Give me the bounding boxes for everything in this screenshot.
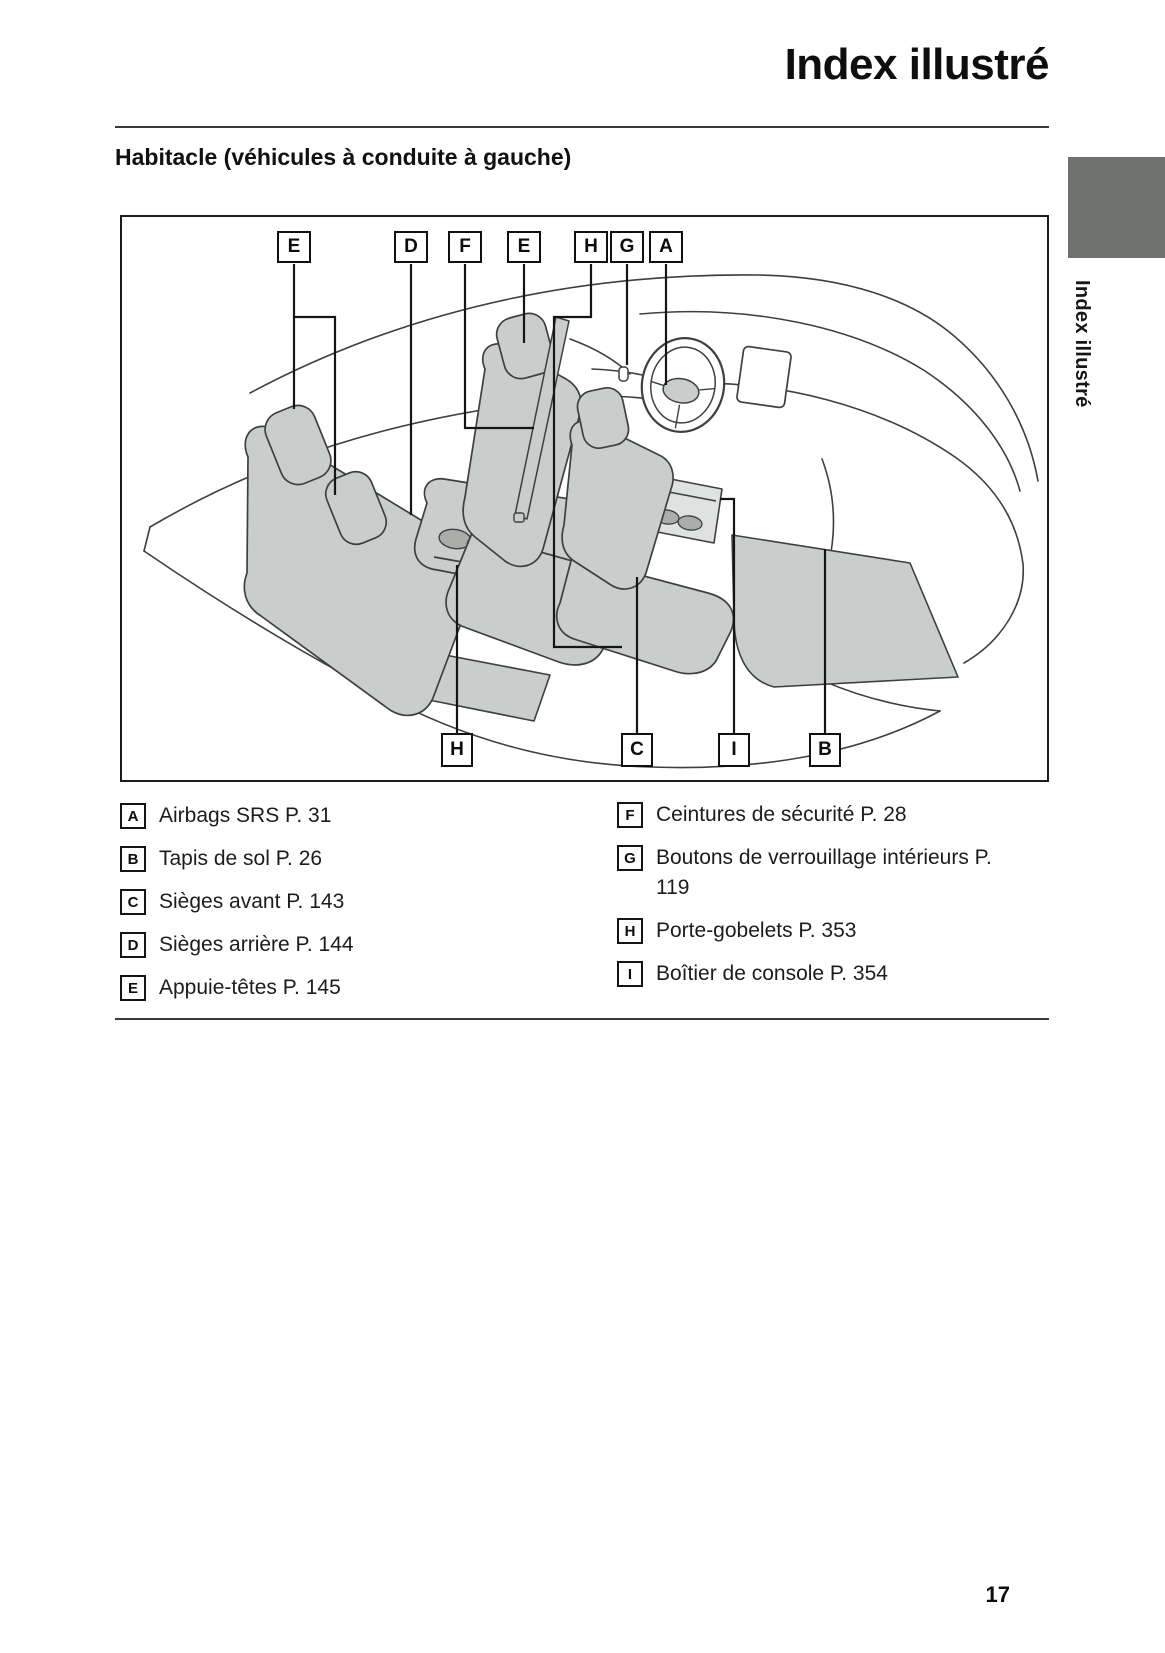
- legend-item-ceintures: [617, 801, 1026, 830]
- diagram-label-h-top: H: [574, 231, 608, 263]
- legend-item-verrouillage: [617, 844, 1026, 903]
- diagram-label-c: C: [621, 733, 653, 767]
- car-interior-illustration: [122, 217, 1047, 780]
- legend-key-c: C: [120, 889, 146, 915]
- diagram-label-g: G: [610, 231, 644, 263]
- sidebar-chapter-label: Index illustré: [1071, 280, 1093, 408]
- legend-key-f: F: [617, 802, 643, 828]
- legend-key-h: H: [617, 918, 643, 944]
- legend-text-airbags: Airbags SRS P. 31: [159, 804, 332, 827]
- diagram-label-e-rear: E: [277, 231, 311, 263]
- legend-key-i: I: [617, 961, 643, 987]
- diagram-label-f: F: [448, 231, 482, 263]
- legend-item-porte-gobelets: [617, 917, 1026, 946]
- legend-text-tapis: Tapis de sol P. 26: [159, 847, 323, 870]
- legend-text-appuie-tetes: Appuie-têtes P. 145: [159, 976, 341, 999]
- legend-text-verrouillage: Boutons de verrouillage intérieurs P. 119: [656, 846, 992, 899]
- legend-key-a: A: [120, 803, 146, 829]
- legend-key-b: B: [120, 846, 146, 872]
- diagram-label-b: B: [809, 733, 841, 767]
- legend-text-porte-gobelets: Porte-gobelets P. 353: [656, 919, 857, 942]
- legend-item-airbags: [120, 802, 354, 831]
- legend-item-sieges-avant: [120, 888, 354, 917]
- page-number: 17: [985, 1582, 1010, 1607]
- legend-text-sieges-arriere: Sièges arrière P. 144: [159, 933, 354, 956]
- legend-item-tapis: [120, 845, 354, 874]
- legend-text-ceintures: Ceintures de sécurité P. 28: [656, 803, 907, 826]
- diagram-label-i: I: [718, 733, 750, 767]
- page-title: Index illustré: [784, 40, 1049, 89]
- diagram-label-a: A: [649, 231, 683, 263]
- legend-right-column: [617, 801, 1026, 989]
- legend-text-sieges-avant: Sièges avant P. 143: [159, 890, 345, 913]
- legend-bottom-rule: [115, 1018, 1049, 1020]
- legend-key-e: E: [120, 975, 146, 1001]
- dashboard-screen: [736, 346, 791, 408]
- chapter-thumb-tab: [1068, 157, 1165, 258]
- diagram-label-d: D: [394, 231, 428, 263]
- legend-key-d: D: [120, 932, 146, 958]
- diagram-label-h-bottom: H: [441, 733, 473, 767]
- legend-item-boitier-console: [617, 960, 1026, 989]
- door-lock-knob: [619, 367, 628, 381]
- legend-key-g: G: [617, 845, 643, 871]
- legend-left-column: [120, 802, 354, 1003]
- legend-text-boitier-console: Boîtier de console P. 354: [656, 962, 888, 985]
- section-heading: Habitacle (véhicules à conduite à gauche): [115, 144, 572, 170]
- title-rule: [115, 126, 1049, 128]
- interior-diagram: [120, 215, 1049, 782]
- legend-item-appuie-tetes: [120, 974, 354, 1003]
- diagram-label-e-front: E: [507, 231, 541, 263]
- steering-wheel: [634, 332, 731, 439]
- legend-item-sieges-arriere: [120, 931, 354, 960]
